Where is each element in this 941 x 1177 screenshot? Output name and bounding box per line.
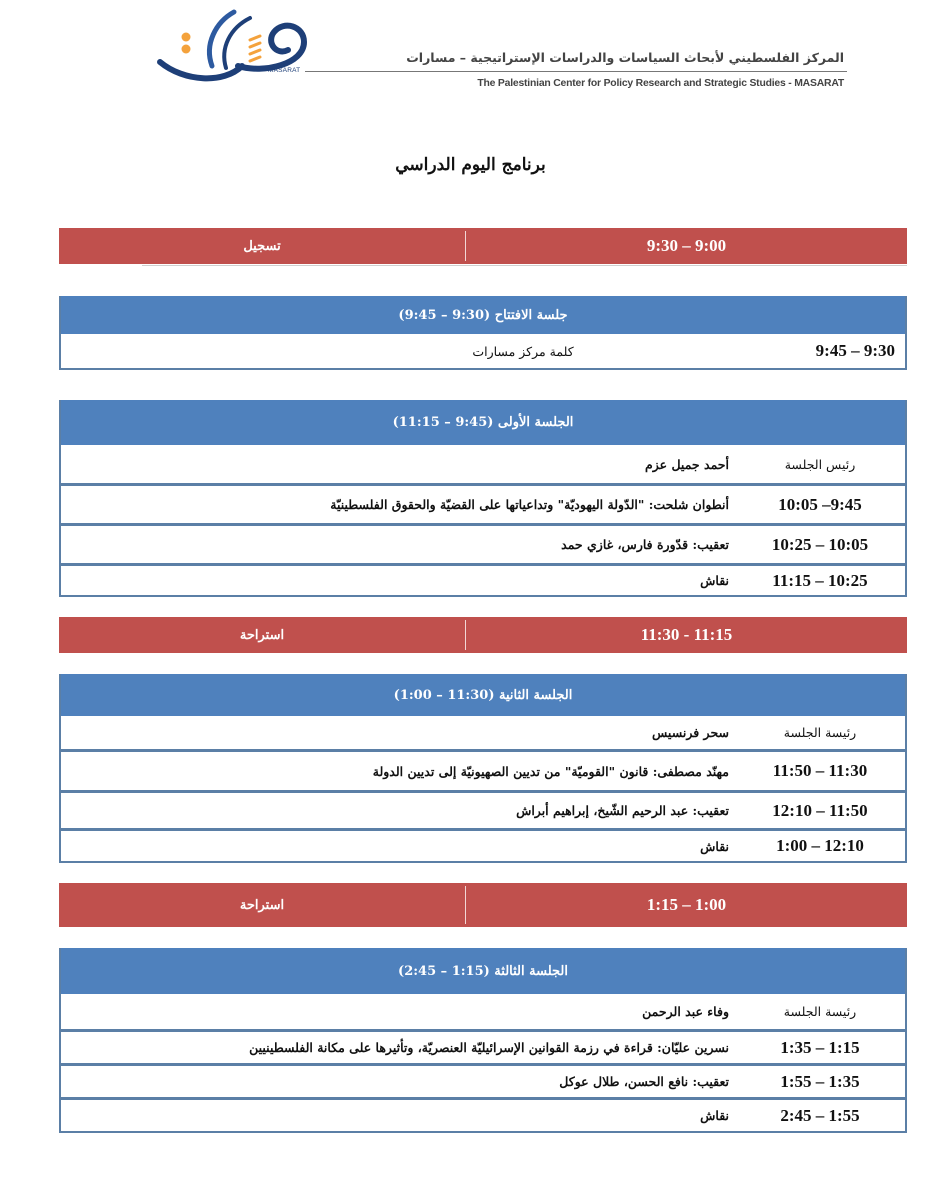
break-time: 11:30 - 11:15 (640, 625, 733, 644)
row-underline (142, 265, 907, 266)
table-row (61, 749, 905, 790)
slot-title: تعقيب: عبد الرحيم الشّيخ، إبراهيم أبراش (516, 803, 729, 818)
letterhead (150, 0, 850, 100)
session-heading: الجلسة الثالثة (1:15 – 2:45) (61, 948, 905, 994)
slot-time: 1:55 – 1:35 (780, 1071, 860, 1091)
chair-name: أحمد جميل عزم (645, 456, 729, 472)
slot-title: كلمة مركز مسارات (472, 343, 574, 359)
slot-title: أنطوان شلحت: "الدّولة اليهوديّة" وتداعياتها على القضيّة والحقوق الفلسطينيّة (330, 497, 729, 512)
session-heading: جلسة الافتتاح (9:30 – 9:45) (61, 296, 905, 334)
break-label: استراحة (239, 627, 285, 643)
session-heading: الجلسة الثانية (11:30 – 1:00) (61, 674, 905, 716)
slot-time: 10:25 – 10:05 (771, 534, 869, 554)
session-1 (59, 400, 907, 597)
chair-name: وفاء عبد الرحمن (642, 1004, 729, 1019)
slot-title: نسرين عليّان: قراءة في رزمة القوانين الإسرائيليّة العنصريّة، وتأثيرها على مكانة الفلسطينيين (249, 1040, 729, 1055)
table-row (61, 828, 905, 861)
logo-caption: MASARAT (268, 67, 301, 74)
chair-name: سحر فرنسيس (651, 725, 729, 740)
slot-title: مهنّد مصطفى: قانون "القوميّة" من تديين الصهيونيّة إلى تديين الدولة (372, 763, 729, 779)
table-row (61, 483, 905, 523)
break-bar (59, 883, 907, 927)
session-3 (59, 948, 907, 1133)
slot-title: نقاش (700, 838, 729, 854)
slot-time: 9:45 – 9:30 (815, 341, 895, 360)
chair-label: رئيس الجلسة (784, 456, 856, 472)
slot-title: تعقيب: نافع الحسن، طلال عوكل (559, 1074, 729, 1089)
header-divider (305, 71, 847, 72)
slot-title: نقاش (700, 1108, 729, 1123)
page-title: برنامج اليوم الدراسي (395, 155, 546, 175)
slot-time: 11:15 – 10:25 (772, 570, 868, 590)
opening-session (59, 296, 907, 370)
slot-title: تعقيب: قدّورة فارس، غازي حمد (561, 537, 729, 552)
break-label: استراحة (239, 897, 285, 913)
registration-bar (59, 228, 907, 264)
break-time: 1:15 – 1:00 (646, 895, 727, 914)
chair-row (61, 445, 905, 483)
table-row (61, 1097, 905, 1131)
session-heading: الجلسة الأولى (9:45 – 11:15) (61, 400, 905, 445)
slot-time: 12:10 – 11:50 (772, 800, 868, 820)
chair-row (61, 716, 905, 749)
table-row (61, 790, 905, 828)
chair-label: رئيسة الجلسة (783, 1004, 857, 1019)
org-name-english: The Palestinian Center for Policy Research and Strategic Studies - MASARAT (477, 78, 844, 89)
slot-time: 11:50 – 11:30 (772, 761, 868, 780)
slot-title: نقاش (700, 573, 729, 588)
slot-time: 2:45 – 1:55 (780, 1105, 860, 1125)
slot-time: 1:35 – 1:15 (780, 1037, 860, 1057)
table-row (61, 334, 905, 368)
break-label: تسجيل (243, 238, 281, 254)
break-bar (59, 617, 907, 653)
table-row (61, 1063, 905, 1097)
table-row (61, 1029, 905, 1063)
slot-time: 1:00 – 12:10 (776, 836, 864, 855)
table-row (61, 523, 905, 563)
slot-time: 10:05 –9:45 (778, 494, 862, 514)
table-row (61, 563, 905, 595)
chair-label: رئيسة الجلسة (783, 725, 857, 740)
org-name-arabic: المركز الفلسطيني لأبحاث السياسات والدراسات الإستراتيجية – مسارات (406, 50, 844, 65)
chair-row (61, 994, 905, 1029)
session-2 (59, 674, 907, 863)
break-time: 9:30 – 9:00 (646, 236, 727, 255)
